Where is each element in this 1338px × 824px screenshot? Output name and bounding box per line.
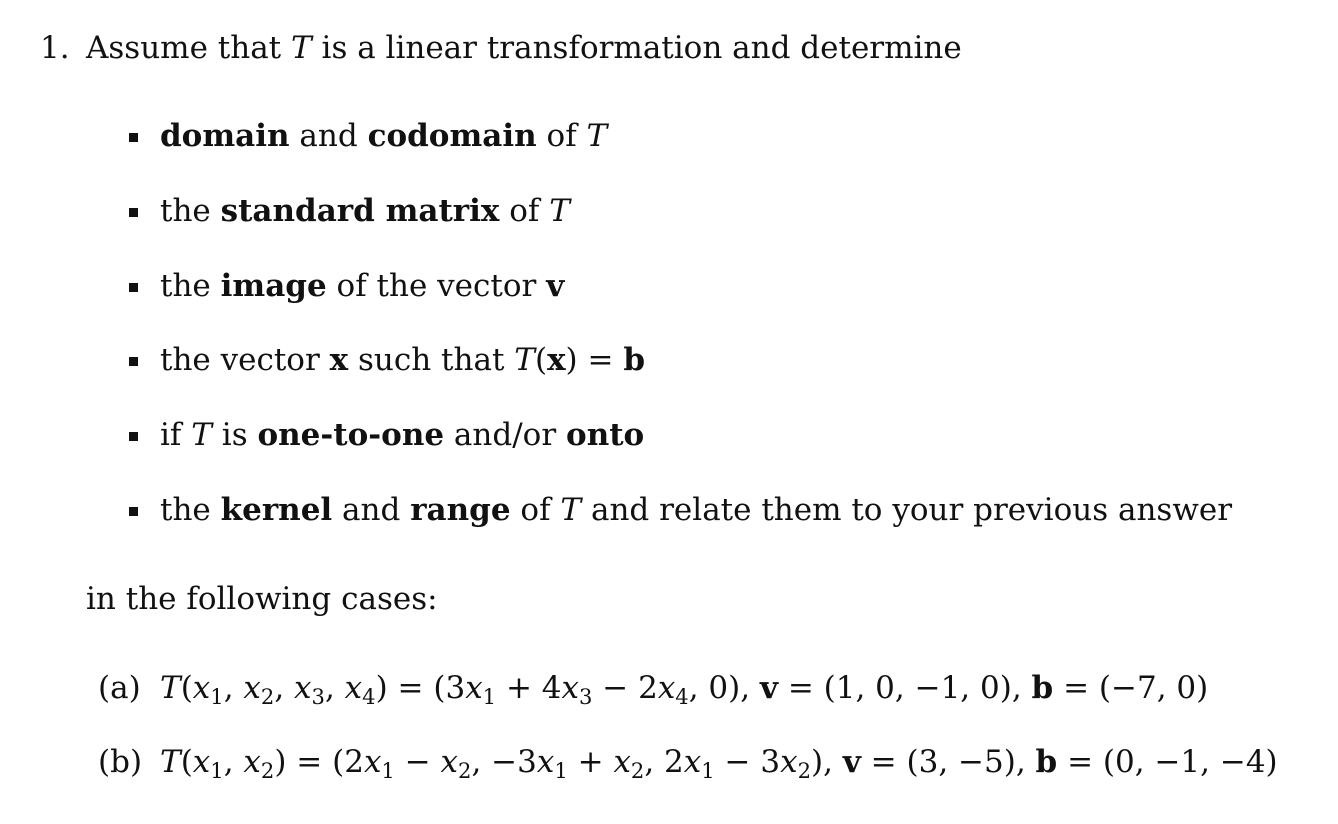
task-item: the kernel and range of T and relate them to your previous answer (160, 492, 1233, 528)
case-label: (b) (98, 744, 143, 780)
bullet-icon (129, 208, 138, 217)
case-formula: $T(x_1$, $x_2) = (2x_1 - x_2$, $-3x_1 + x_2$, $2x_1 - 3x_2$), v = (3, −5), b = (0, −1, −4) (160, 744, 1278, 783)
bullet-icon (129, 133, 138, 142)
bullet-icon (129, 432, 138, 441)
bullet-icon (129, 507, 138, 516)
task-item: the vector x such that T(x) = b (160, 342, 646, 378)
problem-intro: Assume that T is a linear transformation and determine (86, 30, 962, 66)
task-item: the image of the vector v (160, 268, 565, 304)
problem-number: 1. (40, 30, 70, 66)
task-item: if T is one-to-one and/or onto (160, 417, 645, 453)
bullet-icon (129, 283, 138, 292)
task-item: domain and codomain of T (160, 118, 608, 154)
bullet-icon (129, 357, 138, 366)
case-formula: $T(x_1$, $x_2$, $x_3$, $x_4) = (3x_1 + 4x_3 - 2x_4$, 0), v = (1, 0, −1, 0), b = (−7, 0) (160, 670, 1209, 709)
task-item: the standard matrix of T (160, 193, 570, 229)
cases-intro: in the following cases: (86, 581, 438, 617)
case-label: (a) (98, 670, 141, 706)
